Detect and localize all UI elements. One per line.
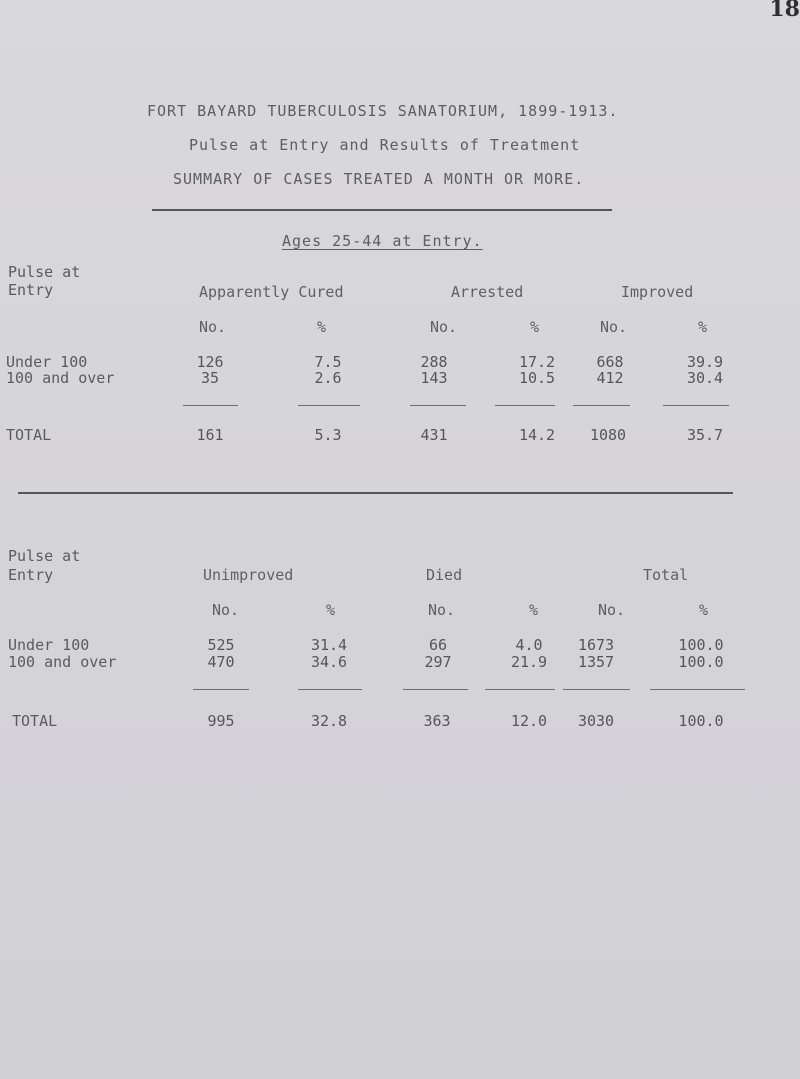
table-cell: 100.0 (678, 636, 724, 654)
sum-rule (298, 689, 362, 690)
t1-rowheader-line2: Entry (8, 281, 54, 299)
sum-rule (410, 405, 466, 406)
subtitle: Ages 25-44 at Entry. (282, 232, 483, 250)
table-cell: 34.6 (310, 653, 348, 671)
table-cell: 126 (196, 353, 224, 371)
t2-sub-pct-3: % (699, 601, 709, 619)
t1-sub-no-2: No. (430, 318, 458, 336)
table-cell: 21.9 (510, 653, 548, 671)
table-cell: 14.2 (518, 426, 556, 444)
table-cell: 161 (196, 426, 224, 444)
table-cell: 30.4 (686, 369, 724, 387)
table-cell: 1673 (577, 636, 615, 654)
table-cell: 100.0 (678, 712, 724, 730)
table-cell: 12.0 (510, 712, 548, 730)
table-cell: 1357 (577, 653, 615, 671)
table-cell: 32.8 (310, 712, 348, 730)
t1-rowheader-line1: Pulse at (8, 263, 81, 281)
table-cell: 7.5 (314, 353, 342, 371)
table-cell: 297 (424, 653, 452, 671)
row-label: 100 and over (6, 369, 115, 387)
row-label: TOTAL (6, 426, 52, 444)
table-cell: 431 (420, 426, 448, 444)
t2-sub-no-3: No. (598, 601, 626, 619)
t2-group-died: Died (426, 566, 463, 584)
t1-group-arrested: Arrested (451, 283, 524, 301)
table-cell: 66 (428, 636, 448, 654)
header-rule (152, 209, 612, 211)
title-line-1: FORT BAYARD TUBERCULOSIS SANATORIUM, 1899-1913. (147, 102, 619, 120)
table-cell: 470 (207, 653, 235, 671)
table-cell: 995 (207, 712, 235, 730)
sum-rule (573, 405, 630, 406)
table-cell: 35.7 (686, 426, 724, 444)
sum-rule (663, 405, 729, 406)
t2-group-unimproved: Unimproved (203, 566, 294, 584)
t1-sub-no-1: No. (199, 318, 227, 336)
sum-rule (403, 689, 468, 690)
t1-sub-pct-1: % (317, 318, 327, 336)
table-cell: 668 (596, 353, 624, 371)
table-cell: 2.6 (314, 369, 342, 387)
sum-rule (563, 689, 630, 690)
t1-sub-pct-3: % (698, 318, 708, 336)
t2-sub-no-1: No. (212, 601, 240, 619)
sum-rule (298, 405, 360, 406)
table-cell: 31.4 (310, 636, 348, 654)
sum-rule (650, 689, 745, 690)
sum-rule (485, 689, 555, 690)
row-label: 100 and over (8, 653, 117, 671)
table-cell: 5.3 (314, 426, 342, 444)
t2-sub-no-2: No. (428, 601, 456, 619)
table-cell: 412 (596, 369, 624, 387)
sum-rule (193, 689, 249, 690)
table-cell: 525 (207, 636, 235, 654)
t1-sub-no-3: No. (600, 318, 628, 336)
t1-sub-pct-2: % (530, 318, 540, 336)
table-cell: 288 (420, 353, 448, 371)
table-cell: 35 (200, 369, 220, 387)
table-cell: 1080 (589, 426, 627, 444)
section-divider (18, 492, 733, 494)
t2-rowheader-line1: Pulse at (8, 547, 81, 565)
row-label: Under 100 (6, 353, 88, 371)
t1-group-improved: Improved (621, 283, 694, 301)
page-number: 18 (769, 0, 800, 22)
table-cell: 4.0 (515, 636, 543, 654)
t2-sub-pct-2: % (529, 601, 539, 619)
t2-sub-pct-1: % (326, 601, 336, 619)
row-label: Under 100 (8, 636, 90, 654)
row-label: TOTAL (12, 712, 58, 730)
t2-group-total: Total (643, 566, 689, 584)
t1-group-cured: Apparently Cured (199, 283, 344, 301)
table-cell: 10.5 (518, 369, 556, 387)
t2-rowheader-line2: Entry (8, 566, 54, 584)
table-cell: 17.2 (518, 353, 556, 371)
table-cell: 39.9 (686, 353, 724, 371)
table-cell: 363 (423, 712, 451, 730)
table-cell: 100.0 (678, 653, 724, 671)
sum-rule (495, 405, 555, 406)
sum-rule (183, 405, 238, 406)
table-cell: 143 (420, 369, 448, 387)
table-cell: 3030 (577, 712, 615, 730)
title-line-3: SUMMARY OF CASES TREATED A MONTH OR MORE. (173, 170, 585, 188)
title-line-2: Pulse at Entry and Results of Treatment (189, 136, 581, 154)
